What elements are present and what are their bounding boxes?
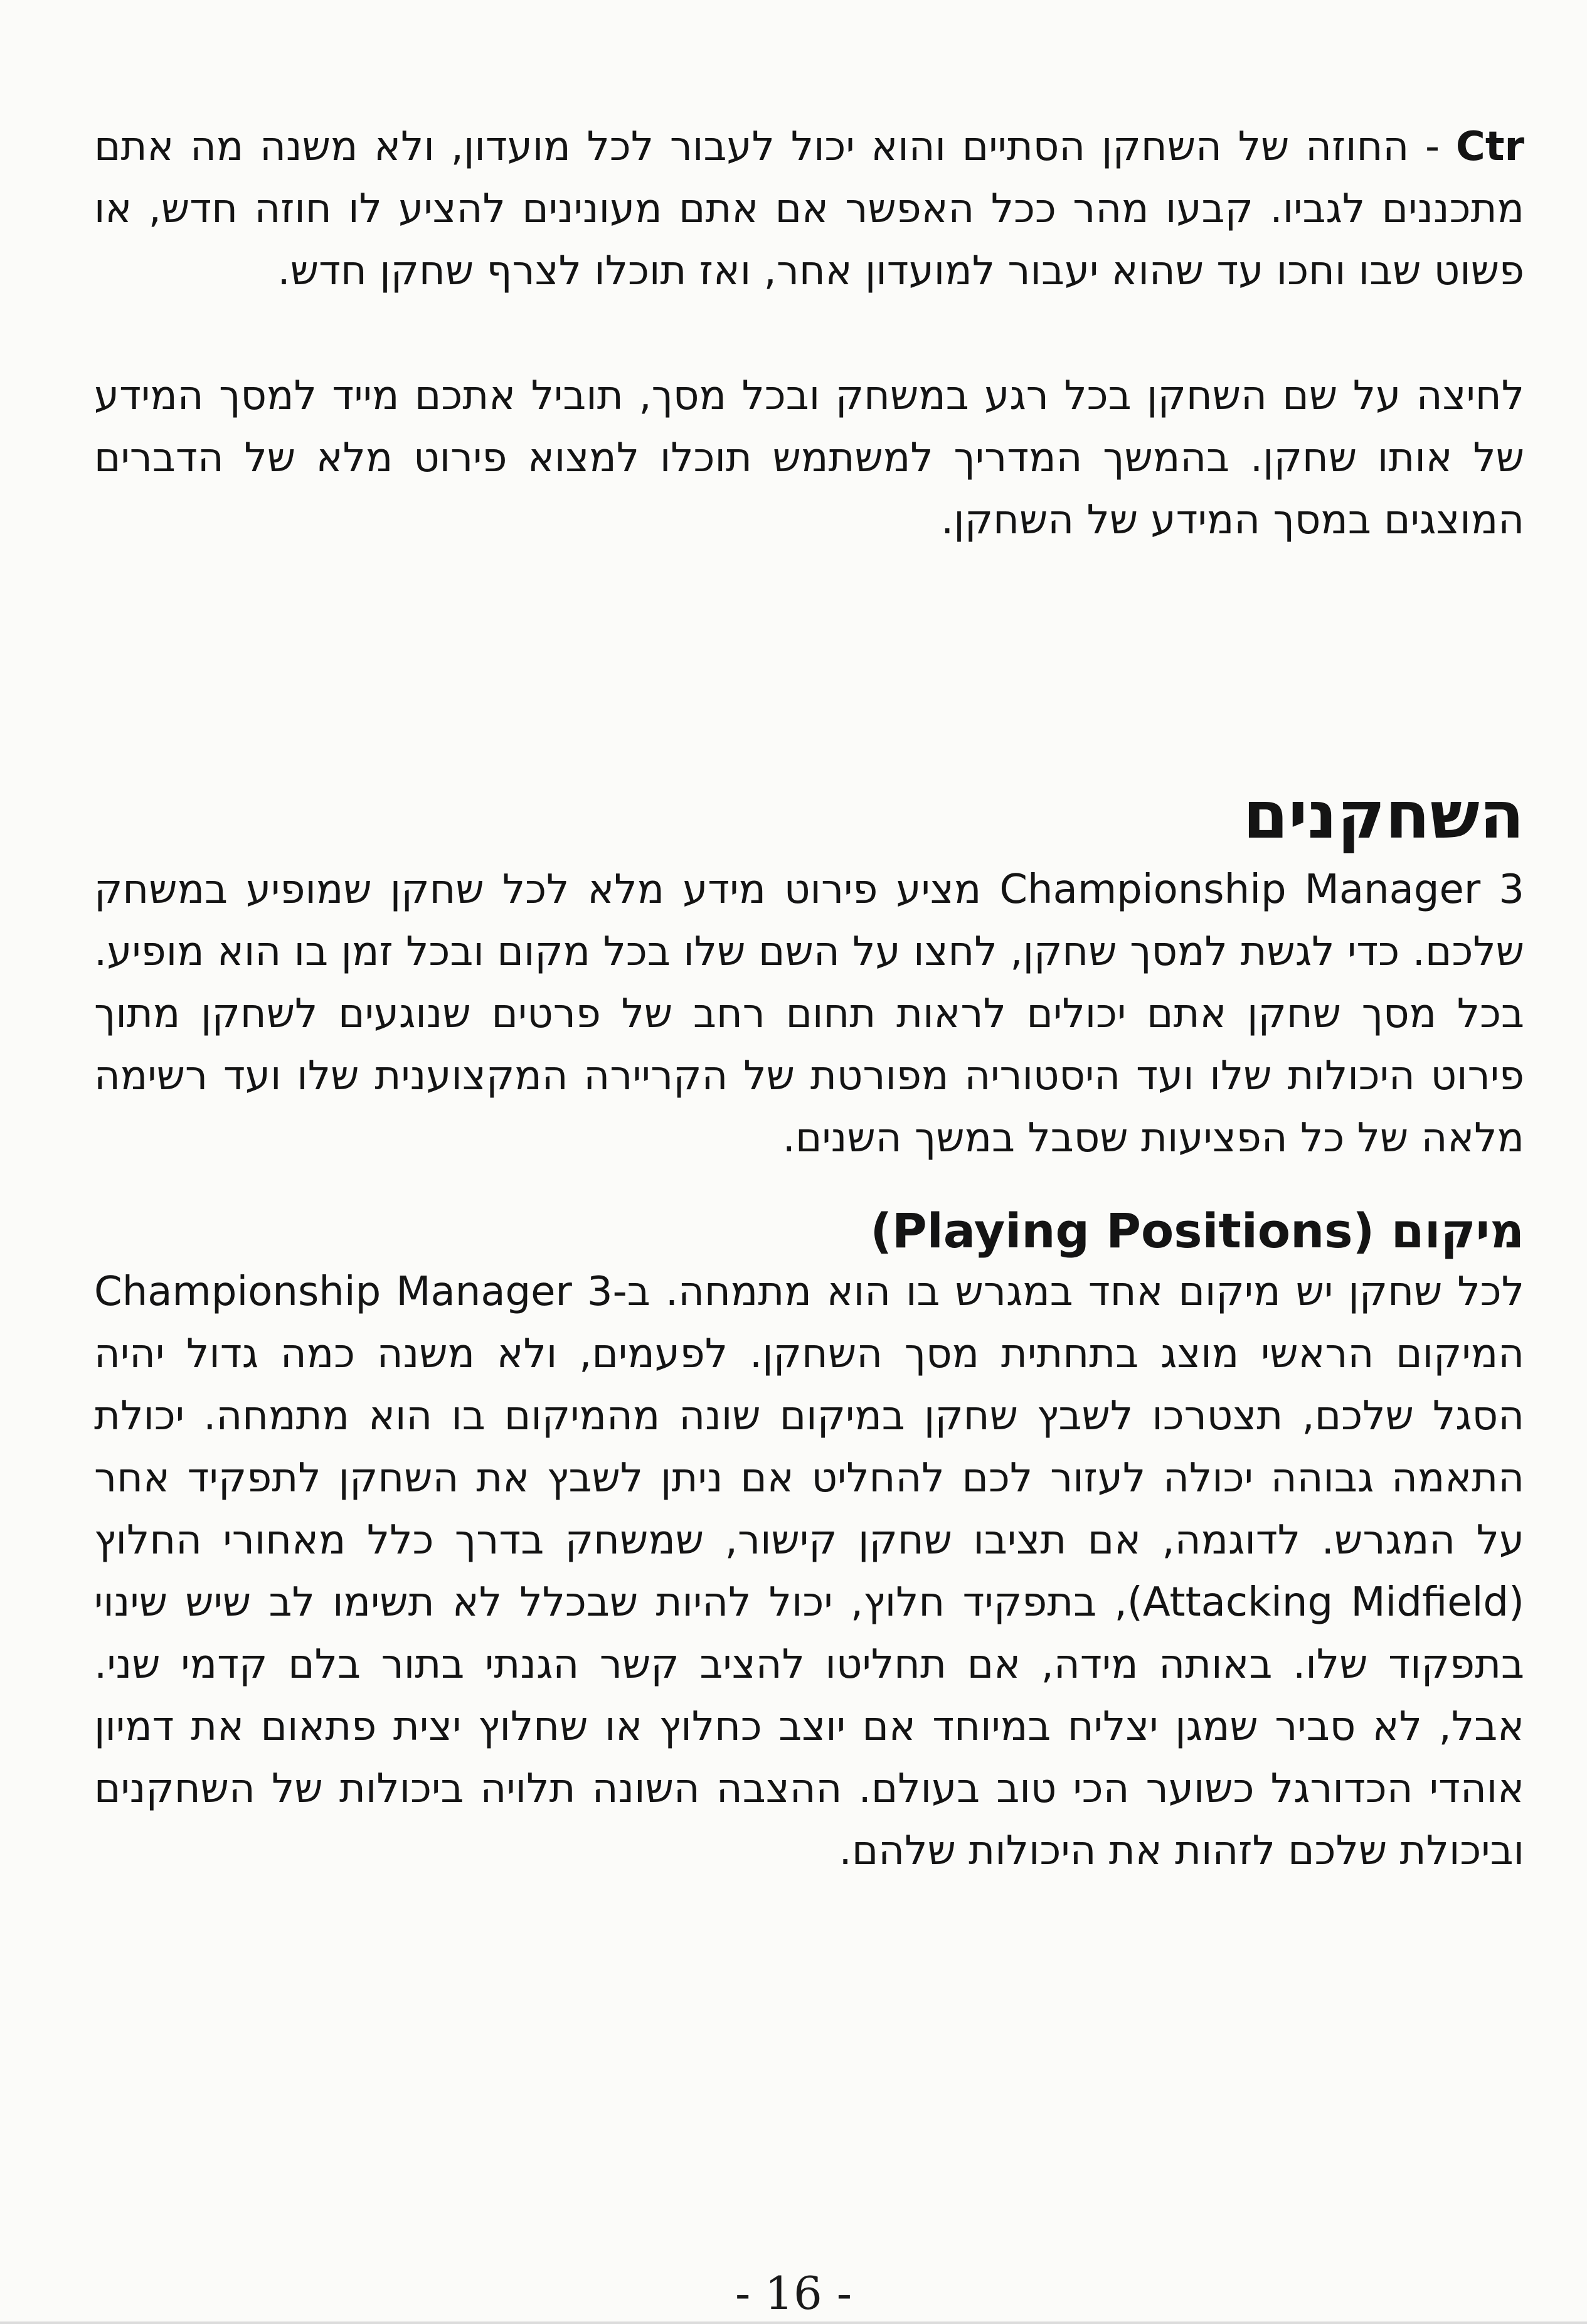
players-section-title: השחקנים — [1243, 777, 1524, 853]
positions-section-title — [94, 1201, 1524, 1261]
document-page — [94, 116, 1524, 2237]
product-name: Championship Manager 3 — [999, 866, 1525, 913]
ctr-description: - החוזה של השחקן הסתיים והוא יכול לעבור לכל מועדון, ולא משנה מה אתם מתכננים לגביו. קבעו מהר ככל האפשר אם אתם מעונינים להציע לו חוזה חדש, או פשוט שבו וחכו עד שהוא יעבור למועדון אחר, ואז תוכלו לצרף שחקן חדש. — [94, 124, 1524, 294]
bottom-rule — [0, 2321, 1587, 2324]
player-click-paragraph: לחיצה על שם השחקן בכל רגע במשחק ובכל מסך, תוביל אתכם מייד למסך המידע של אותו שחקן. בהמשך המדריך למשתמש תוכלו למצוא פירוט מלא של הדברים המוצגים במסך המידע של השחקן. — [94, 373, 1524, 543]
positions-text-part1: לכל שחקן יש מיקום אחד במגרש בו הוא מתמחה. ב- — [612, 1269, 1525, 1315]
positions-title-english: (Playing Positions) — [870, 1203, 1375, 1259]
positions-product-name: Championship Manager 3 — [94, 1269, 613, 1315]
positions-text-part3: ), בתפקיד חלוץ, יכול להיות שבכלל לא תשימו לב שיש שינוי בתפקוד שלו. באותה מידה, אם תחליטו להציב קשר הגנתי בתור בלם קדמי שני. אבל, לא סביר שמגן יצליח במיוחד אם יוצב כחלוץ או שחלוץ יצית פתאום את דמיון אוהדי הכדורגל כשוער הכי טוב בעולם. ההצבה השונה תלויה ביכולות של השחקנים וביכולת שלכם לזהות את היכולות שלהם. — [94, 1579, 1524, 1874]
position-term: Attacking Midfield — [1142, 1579, 1509, 1626]
ctr-label: Ctr — [1455, 124, 1524, 170]
players-intro-text: מציע פירוט מידע מלא לכל שחקן שמופיע במשחק שלכם. כדי לגשת למסך שחקן, לחצו על השם שלו בכל מקום ובכל זמן בו הוא מופיע. בכל מסך שחקן אתם יכולים לראות תחום רחב של פרטים שנוגעים לשחקן מתוך פירוט היכולות שלו ועד היסטוריה מפורטת של הקריירה המקצוענית שלו ועד רשימה מלאה של כל הפציעות שסבל במשך השנים. — [94, 866, 1524, 1161]
page-number: - 16 - — [735, 2267, 852, 2320]
positions-text-part2: המיקום הראשי מוצג בתחתית מסך השחקן. לפעמים, ולא משנה כמה גדול יהיה הסגל שלכם, תצטרכו לשבץ שחקן במיקום שונה מהמיקום בו הוא מתמחה. יכולת התאמה גבוהה יכולה לעזור לכם להחליט אם ניתן לשבץ את השחקן לתפקיד אחר על המגרש. לדוגמה, אם תציבו שחקן קישור, שמשחק בדרך כלל מאחורי החלוץ ( — [94, 1331, 1525, 1626]
contract-status-paragraph — [94, 116, 1524, 302]
positions-title-hebrew: מיקום — [1391, 1203, 1524, 1259]
positions-paragraph — [94, 1261, 1524, 1882]
players-intro-paragraph — [94, 859, 1524, 1170]
